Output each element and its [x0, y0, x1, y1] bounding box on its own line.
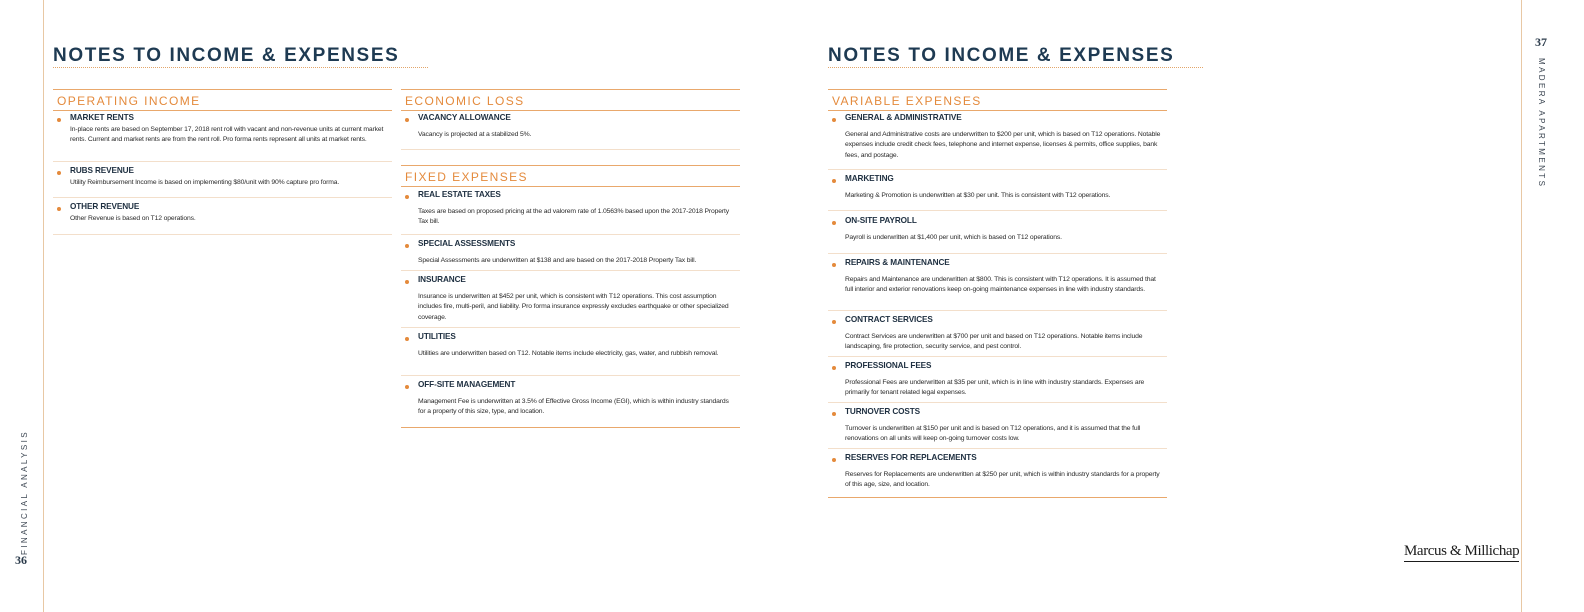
section-heading: ECONOMIC LOSS	[401, 89, 740, 111]
item-body: In-place rents are based on September 17, 2018 rent roll with vacant and non-revenue units at current market rents. Current and market rents are from the rent roll. Pro forma rents represent all units at market rents.	[70, 126, 384, 144]
right-margin-rule	[1521, 0, 1522, 612]
page-title-right: NOTES TO INCOME & EXPENSES	[828, 45, 1175, 66]
list-item	[401, 235, 740, 271]
item-title: MARKETING	[845, 174, 894, 183]
bullet-icon	[405, 385, 409, 389]
section-variable-expenses	[828, 89, 1167, 498]
item-title: SPECIAL ASSESSMENTS	[418, 239, 516, 248]
bullet-icon	[57, 118, 61, 122]
section-operating-income	[53, 89, 392, 235]
bullet-icon	[832, 412, 836, 416]
list-item	[401, 189, 740, 235]
list-item	[53, 113, 392, 162]
item-title: RUBS REVENUE	[70, 166, 134, 175]
list-item	[828, 311, 1167, 357]
item-body: Professional Fees are underwritten at $35 per unit, which is in line with industry standards. Expenses are primarily for tenant related legal expenses.	[845, 379, 1145, 397]
bullet-icon	[832, 366, 836, 370]
item-title: VACANCY ALLOWANCE	[418, 113, 511, 122]
list-item	[828, 403, 1167, 449]
item-body: Turnover is underwritten at $150 per unit and is based on T12 operations, and it is assumed that the full renovations on all units will keep on-going turnover costs low.	[845, 425, 1141, 443]
list-item	[401, 113, 740, 150]
item-body: Insurance is underwritten at $452 per unit, which is consistent with T12 operations. This cost assumption includes fire, multi-peril, and liability. Pro forma insurance expressly excludes earthquake or other specialized coverage.	[418, 293, 729, 321]
item-title: OTHER REVENUE	[70, 202, 140, 211]
bullet-icon	[405, 195, 409, 199]
bullet-icon	[57, 171, 61, 175]
item-body: Taxes are based on proposed pricing at the ad valorem rate of 1.0563% based upon the 2017-2018 Property Tax bill.	[418, 208, 730, 226]
bullet-icon	[832, 263, 836, 267]
list-item	[53, 162, 392, 198]
section-heading: VARIABLE EXPENSES	[828, 89, 1167, 111]
bullet-icon	[832, 320, 836, 324]
item-body: Contract Services are underwritten at $700 per unit and based on T12 operations. Notable items include landscaping, fire protection, security service, and pest control.	[845, 333, 1143, 351]
item-title: REPAIRS & MAINTENANCE	[845, 258, 950, 267]
side-label-madera-apartments: MADERA APARTMENTS	[1537, 58, 1546, 189]
item-body: Repairs and Maintenance are underwritten at $800. This is consistent with T12 operations. It is assumed that full interior and exterior renovations keep on-going maintenance expenses in line with industry standards.	[845, 276, 1156, 294]
item-title: CONTRACT SERVICES	[845, 315, 933, 324]
bullet-icon	[405, 337, 409, 341]
item-title: RESERVES FOR REPLACEMENTS	[845, 453, 977, 462]
item-body: Reserves for Replacements are underwritten at $250 per unit, which is within industry standards for a property of this age, size, and location.	[845, 471, 1160, 489]
list-item	[828, 449, 1167, 498]
title-underline-right	[828, 67, 1203, 68]
list-item	[828, 357, 1167, 403]
item-body: Marketing & Promotion is underwritten at $30 per unit. This is consistent with T12 operations.	[845, 192, 1111, 199]
page-number-right: 37	[1535, 35, 1547, 49]
item-title: UTILITIES	[418, 332, 456, 341]
item-title: INSURANCE	[418, 275, 466, 284]
section-heading: FIXED EXPENSES	[401, 165, 740, 187]
item-title: MARKET RENTS	[70, 113, 134, 122]
title-underline-left	[53, 67, 428, 68]
side-label-financial-analysis: FINANCIAL ANALYSIS	[20, 430, 29, 556]
page-number-left: 36	[15, 553, 27, 567]
item-title: PROFESSIONAL FEES	[845, 361, 932, 370]
item-body: Payroll is underwritten at $1,400 per unit, which is based on T12 operations.	[845, 234, 1062, 241]
bullet-icon	[57, 207, 61, 211]
bullet-icon	[405, 280, 409, 284]
list-item	[53, 198, 392, 235]
bullet-icon	[832, 179, 836, 183]
list-item	[401, 271, 740, 328]
item-body: General and Administrative costs are underwritten to $200 per unit, which is based on T12 operations. Notable expenses include credit check fees, telephone and internet expense, licenses & permits, office supplies, bank fees, and postage.	[845, 131, 1161, 159]
item-title: TURNOVER COSTS	[845, 407, 921, 416]
item-body: Special Assessments are underwritten at $138 and are based on the 2017-2018 Property Tax bill.	[418, 257, 697, 264]
list-item	[828, 211, 1167, 254]
item-body: Other Revenue is based on T12 operations.	[70, 215, 196, 222]
item-title: REAL ESTATE TAXES	[418, 190, 501, 199]
item-title: GENERAL & ADMINISTRATIVE	[845, 113, 962, 122]
bullet-icon	[832, 221, 836, 225]
brand-logo: Marcus & Millichap	[1404, 543, 1519, 562]
section-fixed-expenses	[401, 165, 740, 428]
item-body: Utilities are underwritten based on T12. Notable items include electricity, gas, water, and rubbish removal.	[418, 350, 719, 357]
item-body: Utility Reimbursement Income is based on implementing $80/unit with 90% capture pro forma.	[70, 179, 340, 186]
bullet-icon	[405, 118, 409, 122]
item-title: ON-SITE PAYROLL	[845, 216, 917, 225]
item-body: Management Fee is underwritten at 3.5% of Effective Gross Income (EGI), which is within industry standards for a property of this size, type, and location.	[418, 398, 729, 416]
list-item	[828, 170, 1167, 211]
page-title-left: NOTES TO INCOME & EXPENSES	[53, 45, 400, 66]
bullet-icon	[832, 458, 836, 462]
item-body: Vacancy is projected at a stabilized 5%.	[418, 131, 532, 138]
section-economic-loss	[401, 89, 740, 150]
left-margin-rule	[43, 0, 44, 612]
item-title: OFF-SITE MANAGEMENT	[418, 380, 516, 389]
list-item	[401, 376, 740, 428]
bullet-icon	[832, 118, 836, 122]
list-item	[828, 113, 1167, 170]
bullet-icon	[405, 244, 409, 248]
list-item	[401, 328, 740, 376]
section-heading: OPERATING INCOME	[53, 89, 392, 111]
list-item	[828, 254, 1167, 311]
